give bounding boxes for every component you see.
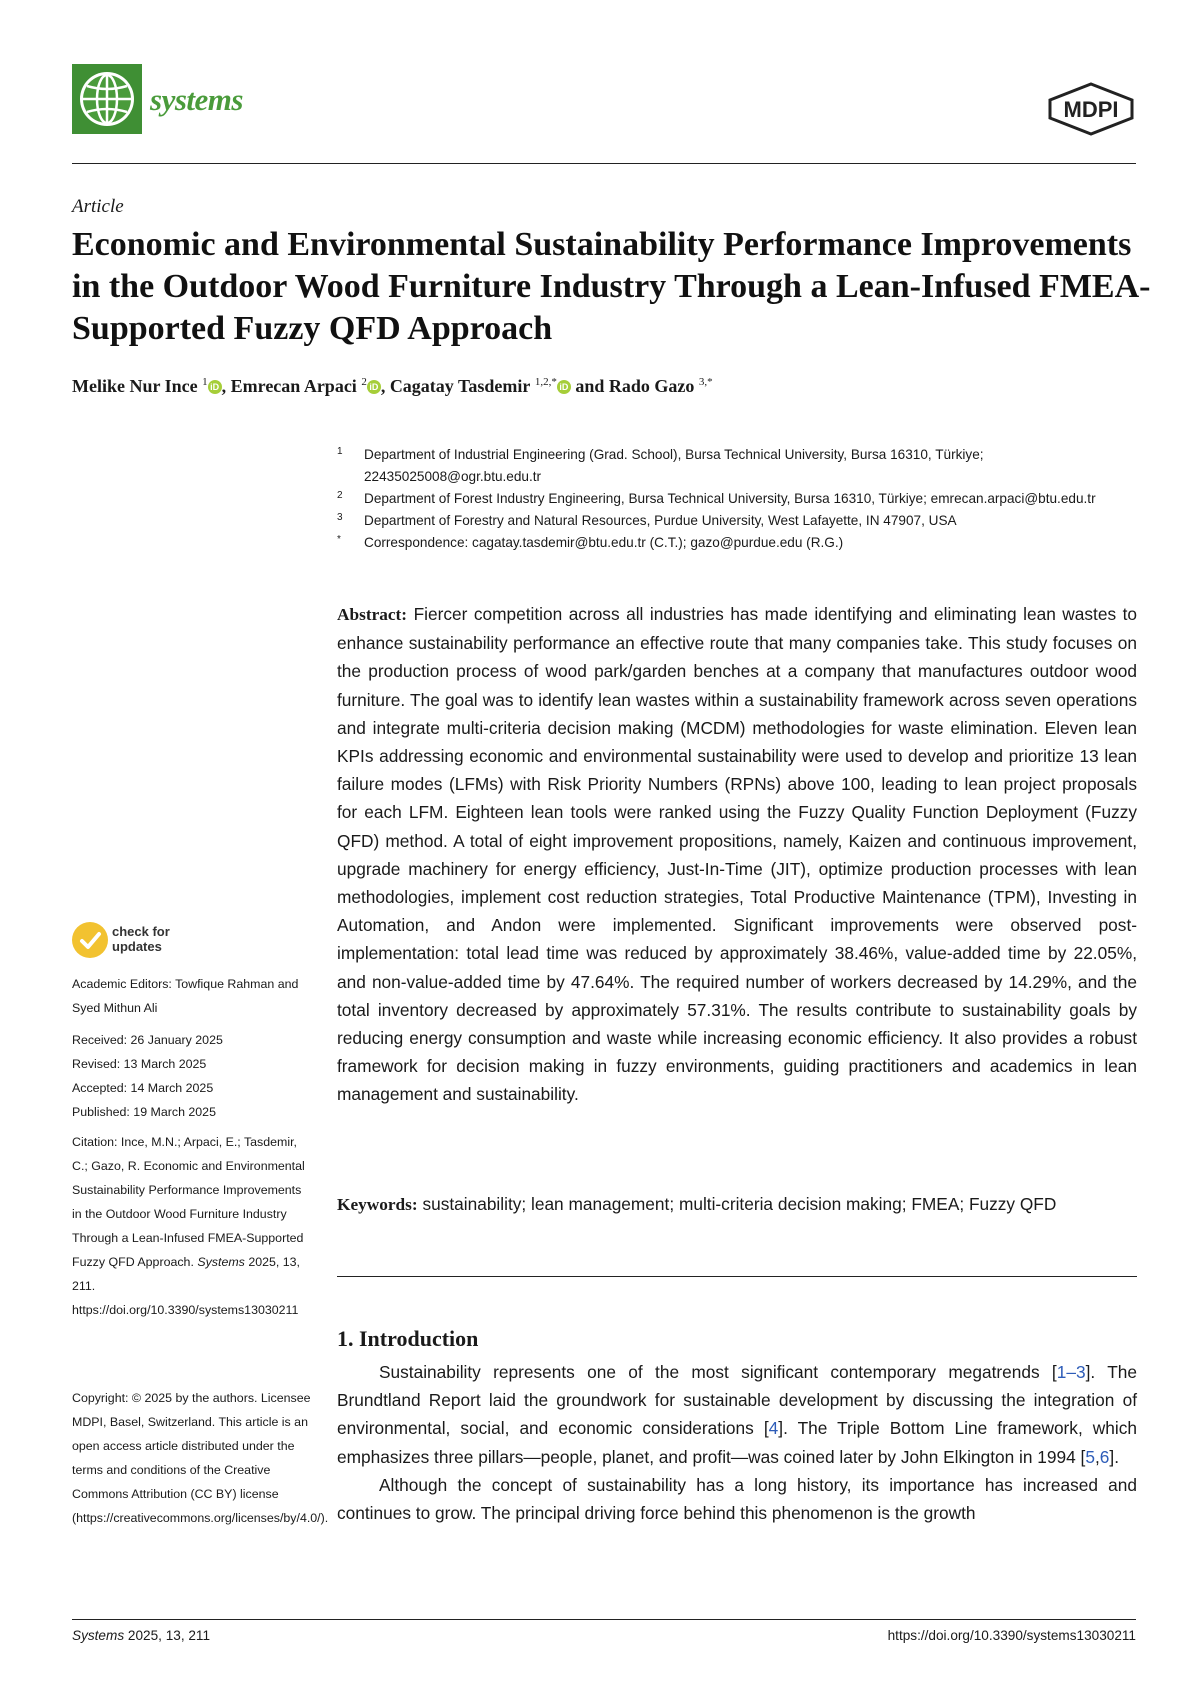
journal-name: systems bbox=[150, 82, 243, 117]
publisher-logo-icon bbox=[1046, 82, 1136, 136]
abstract-label: Abstract: bbox=[337, 605, 408, 624]
footer-divider bbox=[72, 1619, 1136, 1620]
affiliation-text: Department of Industrial Engineering (Grad. School), Bursa Technical University, Bursa 16310, Türkiye; 22435025008@ogr.btu.edu.tr bbox=[364, 447, 984, 484]
author-affiliation-mark: 3,* bbox=[698, 376, 713, 388]
citation-link[interactable]: 1–3 bbox=[1056, 1362, 1086, 1382]
footer-doi-link[interactable]: https://doi.org/10.3390/systems13030211 bbox=[887, 1628, 1136, 1643]
journal-globe-logo-icon bbox=[72, 64, 142, 134]
affiliation-list bbox=[337, 444, 1137, 554]
paragraph: Although the concept of sustainability has a long history, its importance has increased and continues to grow. The principal driving force behind this phenomenon is the growth bbox=[337, 1474, 1137, 1524]
publication-dates bbox=[72, 1028, 312, 1124]
check-for-updates-button[interactable]: check for updates bbox=[112, 924, 170, 954]
introduction-body bbox=[337, 1358, 1137, 1527]
published-date: Published: 19 March 2025 bbox=[72, 1105, 216, 1119]
footer-volume: 2025, 13, 211 bbox=[127, 1628, 211, 1643]
affiliation-mark: 1 bbox=[337, 446, 343, 457]
correspondence-text: Correspondence: cagatay.tasdemir@btu.edu.tr (C.T.); gazo@purdue.edu (R.G.) bbox=[364, 535, 844, 550]
author-affiliation-mark: 2 bbox=[361, 376, 367, 388]
citation-label: Citation: bbox=[72, 1135, 118, 1149]
keywords-divider bbox=[337, 1276, 1137, 1277]
author-name[interactable]: Rado Gazo bbox=[608, 376, 695, 396]
author-affiliation-mark: 1,2,* bbox=[534, 376, 557, 388]
affiliation-item bbox=[337, 488, 1137, 510]
author-list: Melike Nur Ince $^1$ iD , Emrecan Arpaci $^2$ iD , Cagatay Tasdemir $^{1,2,*}$ iD and Rado Gazo $^{3,*}$ bbox=[72, 376, 713, 396]
affiliation-item bbox=[337, 510, 1137, 532]
citation-link[interactable]: 4 bbox=[768, 1418, 779, 1439]
affiliation-item bbox=[337, 532, 1137, 554]
accepted-date: Accepted: 14 March 2025 bbox=[72, 1081, 214, 1095]
article-title: Economic and Environmental Sustainability Performance Improvements in the Outdoor Wood Furniture Industry Through a Lean-Infused FMEA-Supported Fuzzy QFD Approach bbox=[72, 226, 1151, 347]
citation-block bbox=[72, 1130, 312, 1322]
citation-doi[interactable]: 2025, 13, 211. https://doi.org/10.3390/systems13030211 bbox=[72, 1255, 300, 1317]
affiliation-text: Department of Forest Industry Engineering, Bursa Technical University, Bursa 16310, Türkiye; emrecan.arpaci@btu.edu.tr bbox=[364, 491, 1096, 506]
orcid-icon[interactable]: iD bbox=[367, 380, 381, 394]
article-type: Article bbox=[72, 196, 124, 217]
author-affiliation-mark: 1 bbox=[202, 376, 208, 388]
author-name[interactable]: Emrecan Arpaci bbox=[230, 376, 357, 396]
affiliation-item bbox=[337, 444, 1137, 488]
affiliation-text: Department of Forestry and Natural Resources, Purdue University, West Lafayette, IN 47907, USA bbox=[364, 513, 957, 528]
revised-date: Revised: 13 March 2025 bbox=[72, 1057, 207, 1071]
footer-journal: Systems bbox=[72, 1628, 125, 1643]
keywords-text: sustainability; lean management; multi-criteria decision making; FMEA; Fuzzy QFD bbox=[422, 1194, 1057, 1214]
citation-link[interactable]: 5 bbox=[1085, 1446, 1095, 1467]
author-name[interactable]: Melike Nur Ince bbox=[72, 376, 198, 396]
publisher-name: MDPI bbox=[1063, 97, 1119, 122]
academic-editors: Academic Editors: Towfique Rahman and Syed Mithun Ali bbox=[72, 977, 299, 1015]
section-heading: 1. Introduction bbox=[337, 1326, 479, 1351]
citation-link[interactable]: 6 bbox=[1099, 1446, 1110, 1467]
check-for-updates-icon[interactable] bbox=[72, 922, 108, 958]
affiliation-mark: 2 bbox=[337, 490, 343, 501]
received-date: Received: 26 January 2025 bbox=[72, 1033, 223, 1047]
author-name[interactable]: Cagatay Tasdemir bbox=[389, 376, 531, 396]
keywords-label: Keywords: bbox=[337, 1195, 418, 1214]
citation-text: Ince, M.N.; Arpaci, E.; Tasdemir, C.; Gazo, R. Economic and Environmental Sustainability Performance Improvements in the Outdoor Wood Furniture Industry Through a Lean-Infused FMEA-Supported Fuzzy QFD Approach. bbox=[72, 1135, 305, 1269]
orcid-icon[interactable]: iD bbox=[208, 380, 222, 394]
citation-journal: Systems bbox=[197, 1255, 245, 1269]
keywords bbox=[337, 1190, 1137, 1219]
affiliation-mark: * bbox=[337, 534, 341, 545]
checkmark-icon bbox=[72, 922, 108, 958]
orcid-icon[interactable]: iD bbox=[557, 380, 571, 394]
abstract-text: Fiercer competition across all industries has made identifying and eliminating lean wastes to enhance sustainability performance an effective route that many companies take. This study focuses on the production process of wood park/garden benches at a company that manufactures outdoor wood furniture. The goal was to identify lean wastes within a sustainability framework across seven operations and integrate multi-criteria decision making (MCDM) methodologies for waste elimination. Eleven lean KPIs addressing economic and environmental sustainability were used to develop and prioritize 13 lean failure modes (LFMs) with Risk Priority Numbers (RPNs) above 100, leading to lean project proposals for each LFM. Eighteen lean tools were ranked using the Fuzzy Quality Function Deployment (Fuzzy QFD) method. A total of eight improvement propositions, namely, Kaizen and continuous improvement, upgrade machinery for energy efficiency, Just-In-Time (JIT), optimize production processes with lean methodologies, implement cost reduction strategies, Total Productive Maintenance (TPM), Investing in Automation, and Andon were implemented. Significant improvements were observed post-implementation: total lead time was reduced by approximately 38.46%, value-added time by 22.05%, and non-value-added time by 47.64%. The required number of workers decreased by 14.29%, and the total inventory decreased by approximately 57.31%. The results contribute to sustainability goals by reducing energy consumption and waste while increasing economic efficiency. It also provides a robust framework for decision making in fuzzy environments, guiding practitioners and academics in lean management and sustainability. bbox=[337, 604, 1137, 1105]
paragraph: Sustainability represents one of the most significant contemporary megatrends [1–3]. The Brundtland Report laid the groundwork for sustainable development by discussing the integration of environmental, social, and economic considerations [4]. The Triple Bottom Line framework, which emphasizes three pillars—people, planet, and profit—was coined later by John Elkington in 1994 [5,6]. bbox=[337, 1362, 1137, 1467]
header-divider bbox=[72, 163, 1136, 164]
footer-citation bbox=[72, 1628, 210, 1643]
abstract bbox=[337, 600, 1137, 1109]
copyright-notice: Copyright: © 2025 by the authors. Licensee MDPI, Basel, Switzerland. This article is an open access article distributed under the terms and conditions of the Creative Commons Attribution (CC BY) license (https://creativecommons.org/licenses/by/4.0/). bbox=[72, 1391, 329, 1525]
affiliation-mark: 3 bbox=[337, 512, 343, 523]
